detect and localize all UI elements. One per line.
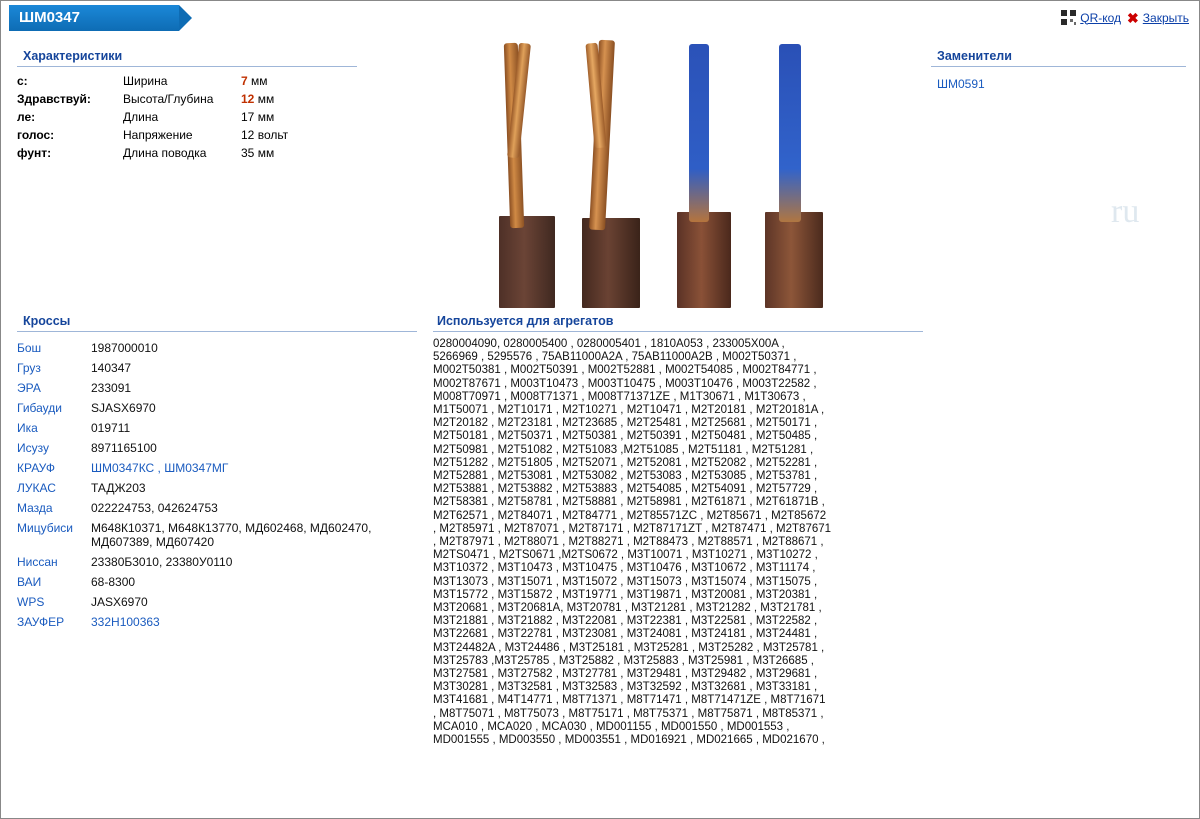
list-item: M3T20681 , M3T20681A, M3T20781 , M3T21281 , M3T21282 , M3T21781 , xyxy=(433,602,822,615)
char-label: фунт: xyxy=(17,146,52,160)
list-item: M2T50981 , M2T51082 , M2T51083 ,M2T51085 , M2T51181 , M2T51281 , xyxy=(433,443,814,456)
table-row xyxy=(17,438,417,458)
cross-brand: ЛУКАС xyxy=(17,481,56,495)
table-row xyxy=(17,358,417,378)
table-row xyxy=(17,498,417,518)
cross-codes: 140347 xyxy=(91,361,132,375)
list-item: M3T22681 , M3T22781 , M3T23081 , M3T24081 , M3T24181 , M3T24481 , xyxy=(433,628,818,641)
char-label: Здравствуй: xyxy=(17,92,91,106)
table-row xyxy=(17,592,417,612)
table-row xyxy=(17,478,417,498)
cross-brand: Ниссан xyxy=(17,555,58,569)
char-number: 7 xyxy=(241,74,248,88)
table-row xyxy=(17,458,417,478)
table-row xyxy=(17,144,351,162)
applications-section xyxy=(433,314,923,747)
brush-image-2 xyxy=(576,43,646,308)
cross-brand: ЭРА xyxy=(17,381,41,395)
char-value xyxy=(241,90,351,108)
table-row xyxy=(17,552,417,572)
table-row xyxy=(17,72,351,90)
cross-brand: ВАИ xyxy=(17,575,42,589)
list-item: , M2T87971 , M2T88071 , M2T88271 , M2T88473 , M2T88571 , M2T88671 , xyxy=(433,536,824,549)
list-item: M3T21881 , M3T21882 , M3T22081 , M3T22381 , M3T22581 , M3T22582 , xyxy=(433,615,818,628)
list-item: 0280004090, 0280005400 , 0280005401 , 1810A053 , 233005X00A , xyxy=(433,338,785,350)
table-row xyxy=(17,126,351,144)
table-row xyxy=(17,398,417,418)
characteristics-section xyxy=(17,49,357,162)
list-item: M3T25783 ,M3T25785 , M3T25882 , M3T25883 , M3T25981 , M3T26685 , xyxy=(433,654,814,667)
qr-code-link[interactable]: QR-код xyxy=(1080,10,1122,25)
list-item: M3T30281 , M3T32581 , M3T32583 , M3T32592 , M3T32681 , M3T33181 , xyxy=(433,681,818,694)
list-item: 5266969 , 5295576 , 75AB11000A2A , 75AB11000A2B , M002T50371 , xyxy=(433,351,797,364)
char-label: ле: xyxy=(17,110,36,124)
crosses-divider xyxy=(17,331,417,332)
table-row xyxy=(17,378,417,398)
char-label: голос: xyxy=(17,128,55,142)
char-value xyxy=(241,144,351,162)
table-row xyxy=(17,108,351,126)
list-item: M3T15772 , M3T15872 , M3T19771 , M3T19871 , M3T20081 , M3T20381 , xyxy=(433,588,818,601)
close-link[interactable]: Закрыть xyxy=(1142,10,1189,25)
cross-brand: Исузу xyxy=(17,441,49,455)
cross-codes: JASX6970 xyxy=(91,595,148,609)
list-item: M2T52881 , M2T53081 , M2T53082 , M2T53083 , M2T53085 , M2T53781 , xyxy=(433,470,818,483)
applications-divider xyxy=(433,331,923,332)
char-name: Высота/Глубина xyxy=(123,92,214,106)
char-value xyxy=(241,126,351,144)
char-value xyxy=(241,72,351,90)
list-item: M2TS0471 , M2TS0671 ,M2TS0672 , M3T10071 , M3T10271 , M3T10272 , xyxy=(433,549,818,562)
cross-brand: Ика xyxy=(17,421,38,435)
page-header xyxy=(1,1,1199,35)
cross-brand: Бош xyxy=(17,341,42,355)
crosses-section xyxy=(17,314,417,632)
characteristics-title: Характеристики xyxy=(23,49,123,63)
list-item: M2T53881 , M2T53882 , M2T53883 , M2T54085 , M2T54091 , M2T57729 , xyxy=(433,483,818,496)
cross-codes: SJASX6970 xyxy=(91,401,156,415)
list-item: M3T10372 , M3T10473 , M3T10475 , M3T10476 , M3T10672 , M3T11174 , xyxy=(433,562,816,575)
char-unit: мм xyxy=(257,92,275,106)
cross-brand: КРАУФ xyxy=(17,461,56,475)
cross-codes: 022224753, 042624753 xyxy=(91,501,218,515)
cross-brand: Груз xyxy=(17,361,41,375)
char-unit: мм xyxy=(257,146,275,160)
char-name: Длина xyxy=(123,110,159,124)
list-item: M3T41681 , M4T14771 , M8T71371 , M8T71471 , M8T71471ZE , M8T71671 xyxy=(433,694,826,707)
close-x-icon[interactable]: ✖ xyxy=(1127,10,1139,26)
cross-codes: ТАДЖ203 xyxy=(91,481,146,495)
list-item: M3T13073 , M3T15071 , M3T15072 , M3T15073 , M3T15074 , M3T15075 , xyxy=(433,575,818,588)
cross-brand: Гибауди xyxy=(17,401,62,415)
char-number: 17 xyxy=(241,110,255,124)
char-unit: вольт xyxy=(257,128,289,142)
list-item: M1T50071 , M2T10171 , M2T10271 , M2T10471 , M2T20181 , M2T20181A , xyxy=(433,404,825,417)
list-item: MCA010 , MCA020 , MCA030 , MD001155 , MD001550 , MD001553 , xyxy=(433,720,790,733)
list-item: M2T20182 , M2T23181 , M2T23685 , M2T25481 , M2T25681 , M2T50171 , xyxy=(433,417,818,430)
cross-codes: 68-8300 xyxy=(91,575,136,589)
watermark-text: ru xyxy=(1111,193,1140,230)
list-item: M3T24482A , M3T24486 , M3T25181 , M3T25281 , M3T25282 , M3T25781 , xyxy=(433,641,825,654)
list-item: , M2T85971 , M2T87071 , M2T87171 , M2T87171ZT , M2T87471 , M2T87671 xyxy=(433,522,832,535)
char-name: Длина поводка xyxy=(123,146,207,160)
replacements-section xyxy=(931,49,1186,91)
characteristics-divider xyxy=(17,66,357,67)
page-title: ШМ0347 xyxy=(9,5,179,31)
char-name: Ширина xyxy=(123,74,168,88)
char-name: Напряжение xyxy=(123,128,193,142)
cross-codes: 1987000010 xyxy=(91,341,158,355)
characteristics-table xyxy=(17,72,351,162)
cross-brand: ЗАУФЕР xyxy=(17,615,65,629)
table-row xyxy=(17,418,417,438)
list-item: M002T87671 , M003T10473 , M003T10475 , M003T10476 , M003T22582 , xyxy=(433,377,817,390)
char-number: 12 xyxy=(241,128,255,142)
char-label: с: xyxy=(17,74,28,88)
table-row xyxy=(17,338,417,358)
char-number: 35 xyxy=(241,146,255,160)
char-unit: мм xyxy=(251,74,268,88)
list-item: M3T27581 , M3T27582 , M3T27781 , M3T29481 , M3T29482 , M3T29681 , xyxy=(433,668,818,681)
list-item: M008T70971 , M008T71371 , M008T71371ZE , M1T30671 , M1T30673 , xyxy=(433,390,806,403)
char-unit: мм xyxy=(257,110,275,124)
list-item: M002T50381 , M002T50391 , M002T52881 , M002T54085 , M002T84771 , xyxy=(433,364,817,377)
cross-brand: Мицубиси xyxy=(17,521,73,535)
brush-image-3 xyxy=(669,43,737,308)
list-item: M2T62571 , M2T84071 , M2T84771 , M2T85571ZC , M2T85671 , M2T85672 xyxy=(433,509,827,522)
list-item: , M8T75071 , M8T75073 , M8T75171 , M8T75371 , M8T75871 , M8T85371 , xyxy=(433,707,824,720)
table-row xyxy=(17,90,351,108)
applications-title: Используется для агрегатов xyxy=(437,314,614,328)
cross-brand: Мазда xyxy=(17,501,53,515)
table-row xyxy=(17,518,417,552)
brush-image-4 xyxy=(759,43,829,308)
cross-codes[interactable]: ШМ0347КС , ШМ0347МГ xyxy=(91,461,229,475)
header-actions xyxy=(1061,9,1189,26)
char-value xyxy=(241,108,351,126)
crosses-title: Кроссы xyxy=(23,314,71,328)
cross-codes[interactable]: 332Н100363 xyxy=(91,615,160,629)
list-item: M2T51282 , M2T51805 , M2T52071 , M2T52081 , M2T52082 , M2T52281 , xyxy=(433,456,818,469)
qr-code-icon[interactable] xyxy=(1061,10,1076,25)
cross-codes: 23380Б3010, 23380У0110 xyxy=(91,555,233,569)
replacement-link[interactable]: ШМ0591 xyxy=(937,77,985,91)
brush-image-1 xyxy=(491,43,559,308)
table-row xyxy=(17,612,417,632)
cross-codes: 233091 xyxy=(91,381,132,395)
list-item: MD001555 , MD003550 , MD003551 , MD016921 , MD021665 , MD021670 , xyxy=(433,734,825,747)
replacements-divider xyxy=(931,66,1186,67)
list-item: M2T50181 , M2T50371 , M2T50381 , M2T50391 , M2T50481 , M2T50485 , xyxy=(433,430,818,443)
cross-codes: 8971165100 xyxy=(91,441,157,455)
replacements-title: Заменители xyxy=(937,49,1012,63)
list-item: M2T58381 , M2T58781 , M2T58881 , M2T58981 , M2T61871 , M2T61871B , xyxy=(433,496,825,509)
crosses-table xyxy=(17,338,417,632)
cross-codes: М648К10371, М648К13770, МД602468, МД602470, МД607389, МД607420 xyxy=(91,521,372,549)
char-number: 12 xyxy=(241,92,255,106)
applications-list xyxy=(433,338,923,747)
cross-brand: WPS xyxy=(17,595,45,609)
cross-codes: 019711 xyxy=(91,421,131,435)
table-row xyxy=(17,572,417,592)
